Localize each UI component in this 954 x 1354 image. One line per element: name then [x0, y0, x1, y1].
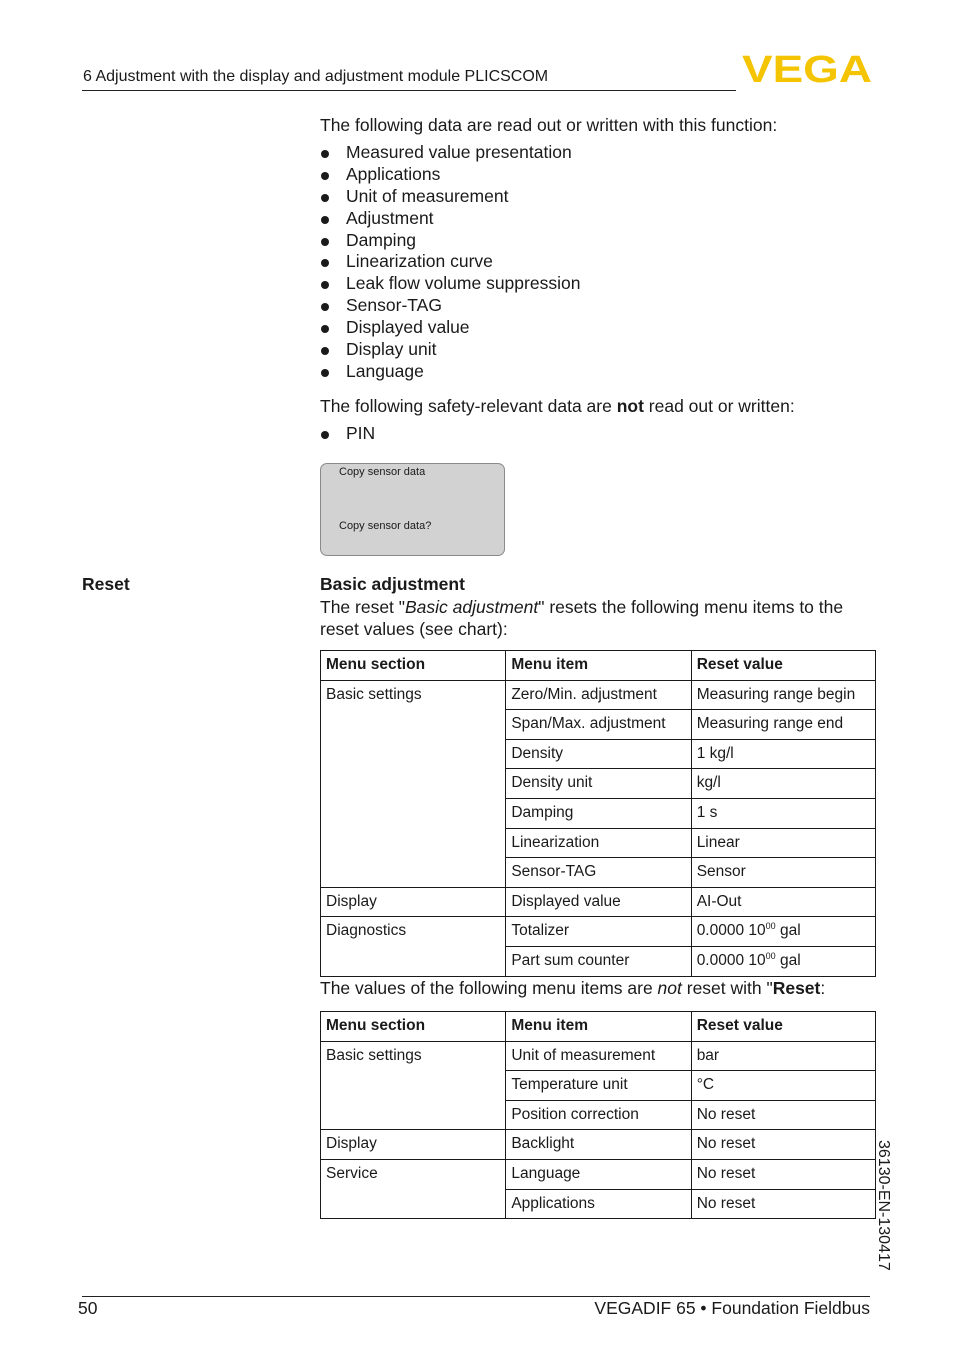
menu-item-cell: Density — [506, 739, 691, 769]
table-row — [321, 798, 876, 828]
menu-item-cell: Part sum counter — [506, 946, 691, 976]
menu-item-cell: Backlight — [506, 1130, 691, 1160]
menu-section-cell — [321, 828, 506, 858]
reset-value-cell: No reset — [691, 1189, 875, 1219]
bullet-icon — [321, 303, 329, 311]
menu-section-cell: Service — [321, 1159, 506, 1189]
footer-divider — [82, 1296, 870, 1297]
column-header: Reset value — [691, 1012, 875, 1042]
column-header: Menu section — [321, 651, 506, 681]
bullet-icon — [321, 194, 329, 202]
menu-section-cell — [321, 858, 506, 888]
menu-item-cell: Applications — [506, 1189, 691, 1219]
menu-item-cell: Temperature unit — [506, 1071, 691, 1101]
list-item: PIN — [320, 423, 375, 445]
reset-value-cell: 0.0000 $10^{00}$ gal — [691, 917, 875, 947]
column-header: Reset value — [691, 651, 875, 681]
list-item: Leak flow volume suppression — [320, 273, 580, 295]
list-item: Language — [320, 361, 580, 383]
menu-section-cell: Diagnostics — [321, 917, 506, 947]
document-code-text: 36130-EN-130417 — [875, 1140, 892, 1271]
list-item: Damping — [320, 230, 580, 252]
menu-item-cell: Language — [506, 1159, 691, 1189]
display-screen — [320, 463, 505, 556]
vega-logo — [742, 52, 872, 84]
list-item: Display unit — [320, 339, 580, 361]
bullet-icon — [321, 325, 329, 333]
list-item: Unit of measurement — [320, 186, 580, 208]
table-row — [321, 1071, 876, 1101]
column-header: Menu item — [506, 1012, 691, 1042]
column-header: Menu section — [321, 1012, 506, 1042]
bullet-icon — [321, 238, 329, 246]
reset-value-cell: No reset — [691, 1100, 875, 1130]
menu-section-cell: Basic settings — [321, 680, 506, 710]
menu-item-cell: Unit of measurement — [506, 1041, 691, 1071]
column-header: Menu item — [506, 651, 691, 681]
page-number: 50 — [78, 1298, 98, 1318]
table-header-row — [321, 651, 876, 681]
intro-text: The following data are read out or written with this function: — [320, 115, 778, 135]
list-item: Linearization curve — [320, 251, 580, 273]
menu-section-cell — [321, 710, 506, 740]
chapter-title: 6 Adjustment with the display and adjustment module PLICSCOM — [83, 68, 549, 85]
list-item: Applications — [320, 164, 580, 186]
table-row — [321, 739, 876, 769]
menu-section-cell — [321, 1100, 506, 1130]
reset-values-table — [320, 650, 876, 977]
reset-value-cell: °C — [691, 1071, 875, 1101]
reset-value-cell: 0.0000 $10^{00}$ gal — [691, 946, 875, 976]
table-row — [321, 917, 876, 947]
reset-value-cell: Sensor — [691, 858, 875, 888]
bullet-icon — [321, 281, 329, 289]
safety-items-list — [320, 423, 375, 445]
section-heading: Basic adjustment — [320, 574, 465, 594]
reset-value-cell: kg/l — [691, 769, 875, 799]
menu-section-cell — [321, 798, 506, 828]
table-row — [321, 1130, 876, 1160]
bullet-icon — [321, 259, 329, 267]
section-description: The reset "Basic adjustment" resets the following menu items to the reset values (see chart): — [320, 597, 844, 639]
read-items-list — [320, 142, 580, 383]
menu-section-cell — [321, 1189, 506, 1219]
list-item: Displayed value — [320, 317, 580, 339]
document-code — [870, 1140, 896, 1290]
menu-item-cell: Zero/Min. adjustment — [506, 680, 691, 710]
menu-item-cell: Position correction — [506, 1100, 691, 1130]
bullet-icon — [321, 369, 329, 377]
table-header-row — [321, 1012, 876, 1042]
table-row — [321, 769, 876, 799]
table-row — [321, 858, 876, 888]
reset-value-cell: 1 s — [691, 798, 875, 828]
list-item: Measured value presentation — [320, 142, 580, 164]
menu-section-cell — [321, 739, 506, 769]
product-title: VEGADIF 65 • Foundation Fieldbus — [594, 1298, 870, 1318]
list-item: Sensor-TAG — [320, 295, 580, 317]
table-row — [321, 1189, 876, 1219]
not-reset-table — [320, 1011, 876, 1219]
table-row — [321, 710, 876, 740]
bullet-icon — [321, 347, 329, 355]
logo-text: VEGA — [742, 52, 872, 84]
menu-item-cell: Damping — [506, 798, 691, 828]
header-divider — [82, 90, 736, 91]
reset-value-cell: Measuring range begin — [691, 680, 875, 710]
not-reset-note: The values of the following menu items are not reset with "Reset: — [320, 978, 826, 998]
menu-item-cell: Span/Max. adjustment — [506, 710, 691, 740]
bullet-icon — [321, 150, 329, 158]
table-row — [321, 946, 876, 976]
table-row — [321, 1100, 876, 1130]
bullet-icon — [321, 216, 329, 224]
menu-item-cell: Sensor-TAG — [506, 858, 691, 888]
display-line-prompt: Copy sensor data? — [339, 520, 432, 532]
list-item: Adjustment — [320, 208, 580, 230]
menu-section-cell: Display — [321, 887, 506, 917]
menu-item-cell: Density unit — [506, 769, 691, 799]
reset-value-cell: No reset — [691, 1159, 875, 1189]
reset-value-cell: bar — [691, 1041, 875, 1071]
reset-value-cell: AI-Out — [691, 887, 875, 917]
menu-section-cell: Basic settings — [321, 1041, 506, 1071]
bullet-icon — [321, 172, 329, 180]
safety-note: The following safety-relevant data are not read out or written: — [320, 396, 795, 416]
menu-item-cell: Linearization — [506, 828, 691, 858]
bullet-icon — [321, 431, 329, 439]
display-line-title: Copy sensor data — [339, 466, 426, 478]
menu-section-cell — [321, 946, 506, 976]
menu-section-cell — [321, 1071, 506, 1101]
table-row — [321, 828, 876, 858]
menu-section-cell: Display — [321, 1130, 506, 1160]
reset-value-cell: No reset — [691, 1130, 875, 1160]
reset-value-cell: Linear — [691, 828, 875, 858]
reset-value-cell: Measuring range end — [691, 710, 875, 740]
menu-item-cell: Totalizer — [506, 917, 691, 947]
reset-value-cell: 1 kg/l — [691, 739, 875, 769]
section-label-reset: Reset — [82, 574, 130, 594]
table-row — [321, 680, 876, 710]
table-row — [321, 887, 876, 917]
table-row — [321, 1041, 876, 1071]
menu-section-cell — [321, 769, 506, 799]
menu-item-cell: Displayed value — [506, 887, 691, 917]
table-row — [321, 1159, 876, 1189]
